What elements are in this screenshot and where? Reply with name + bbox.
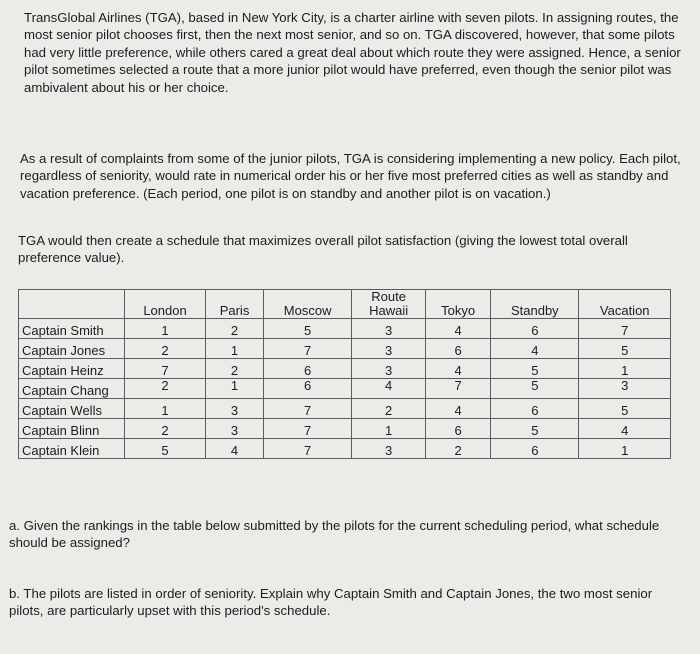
rank-cell: 7 (579, 319, 671, 339)
rank-cell: 3 (206, 419, 264, 439)
rank-cell: 2 (206, 319, 264, 339)
col-header-tokyo: Tokyo (425, 290, 490, 319)
rank-cell: 3 (352, 339, 426, 359)
table-row (19, 419, 671, 439)
rank-cell: 4 (491, 339, 579, 359)
rank-cell: 4 (425, 319, 490, 339)
rank-cell: 2 (125, 419, 206, 439)
rank-cell: 5 (579, 339, 671, 359)
rank-cell: 7 (125, 359, 206, 379)
rank-cell: 2 (425, 439, 490, 459)
rank-cell: 2 (352, 399, 426, 419)
table-row (19, 379, 671, 399)
rank-cell: 2 (125, 379, 206, 399)
col-header-london: London (125, 290, 206, 319)
rank-cell: 4 (579, 419, 671, 439)
question-a: a. Given the rankings in the table below submitted by the pilots for the current scheduling period, what schedule should be assigned? (9, 518, 660, 551)
question-b: b. The pilots are listed in order of seniority. Explain why Captain Smith and Captain Jones, the two most senior pilots, are particularly upset with this period's schedule. (9, 586, 653, 619)
rank-cell: 3 (352, 319, 426, 339)
rank-cell: 3 (579, 379, 671, 399)
pilot-name: Captain Blinn (19, 419, 125, 439)
rank-cell: 5 (579, 399, 671, 419)
rank-cell: 4 (352, 379, 426, 399)
rank-cell: 5 (491, 359, 579, 379)
rank-cell: 1 (206, 379, 264, 399)
route-group-label: Route (371, 289, 406, 304)
pilot-name: Captain Heinz (19, 359, 125, 379)
col-header-paris: Paris (206, 290, 264, 319)
rank-cell: 1 (579, 359, 671, 379)
rank-cell: 7 (425, 379, 490, 399)
col-header-hawaii: Route Hawaii (352, 290, 426, 319)
rank-cell: 2 (206, 359, 264, 379)
rank-cell: 4 (206, 439, 264, 459)
col-header-standby: Standby (491, 290, 579, 319)
pilot-preference-table (18, 289, 671, 459)
rank-cell: 5 (491, 379, 579, 399)
rank-cell: 6 (264, 359, 352, 379)
pilot-name: Captain Jones (19, 339, 125, 359)
pilot-name: Captain Klein (19, 439, 125, 459)
table-row (19, 339, 671, 359)
rank-cell: 1 (352, 419, 426, 439)
table-row (19, 439, 671, 459)
table-row (19, 399, 671, 419)
rank-cell: 6 (425, 419, 490, 439)
rank-cell: 3 (206, 399, 264, 419)
rank-cell: 5 (125, 439, 206, 459)
pilot-name: Captain Chang (19, 379, 125, 399)
table-row (19, 359, 671, 379)
rank-cell: 5 (264, 319, 352, 339)
intro-paragraph: TransGlobal Airlines (TGA), based in New York City, is a charter airline with seven pilots. In assigning routes, the most senior pilot chooses first, then the next most senior, and so on. TGA discovered, however, that some pilots had very little preference, while others cared a great deal about which route they were assigned. Hence, a senior pilot sometimes selected a route that a more junior pilot would have preferred, even though the senior pilot was ambivalent about his or her choice. (24, 10, 681, 95)
rank-cell: 6 (491, 399, 579, 419)
pilot-name: Captain Wells (19, 399, 125, 419)
table-row (19, 319, 671, 339)
rank-cell: 3 (352, 359, 426, 379)
rank-cell: 2 (125, 339, 206, 359)
rank-cell: 7 (264, 419, 352, 439)
rank-cell: 5 (491, 419, 579, 439)
rank-cell: 6 (491, 439, 579, 459)
rank-cell: 6 (425, 339, 490, 359)
rank-cell: 7 (264, 439, 352, 459)
rank-cell: 7 (264, 399, 352, 419)
rank-cell: 3 (352, 439, 426, 459)
pilot-column-header (19, 290, 125, 319)
pilot-name: Captain Smith (19, 319, 125, 339)
rank-cell: 6 (264, 379, 352, 399)
table-header-row (19, 290, 671, 319)
rank-cell: 1 (579, 439, 671, 459)
rank-cell: 1 (206, 339, 264, 359)
col-header-vacation: Vacation (579, 290, 671, 319)
rank-cell: 4 (425, 359, 490, 379)
schedule-paragraph: TGA would then create a schedule that maximizes overall pilot satisfaction (giving the lowest total overall preference value). (18, 233, 628, 266)
rank-cell: 7 (264, 339, 352, 359)
rank-cell: 1 (125, 319, 206, 339)
rank-cell: 4 (425, 399, 490, 419)
rank-cell: 1 (125, 399, 206, 419)
col-header-moscow: Moscow (264, 290, 352, 319)
rank-cell: 6 (491, 319, 579, 339)
policy-paragraph: As a result of complaints from some of the junior pilots, TGA is considering implementing a new policy. Each pilot, regardless of seniority, would rate in numerical order his or her five most preferred cities as well as standby and vacation preference. (Each period, one pilot is on standby and another pilot is on vacation.) (20, 151, 681, 201)
